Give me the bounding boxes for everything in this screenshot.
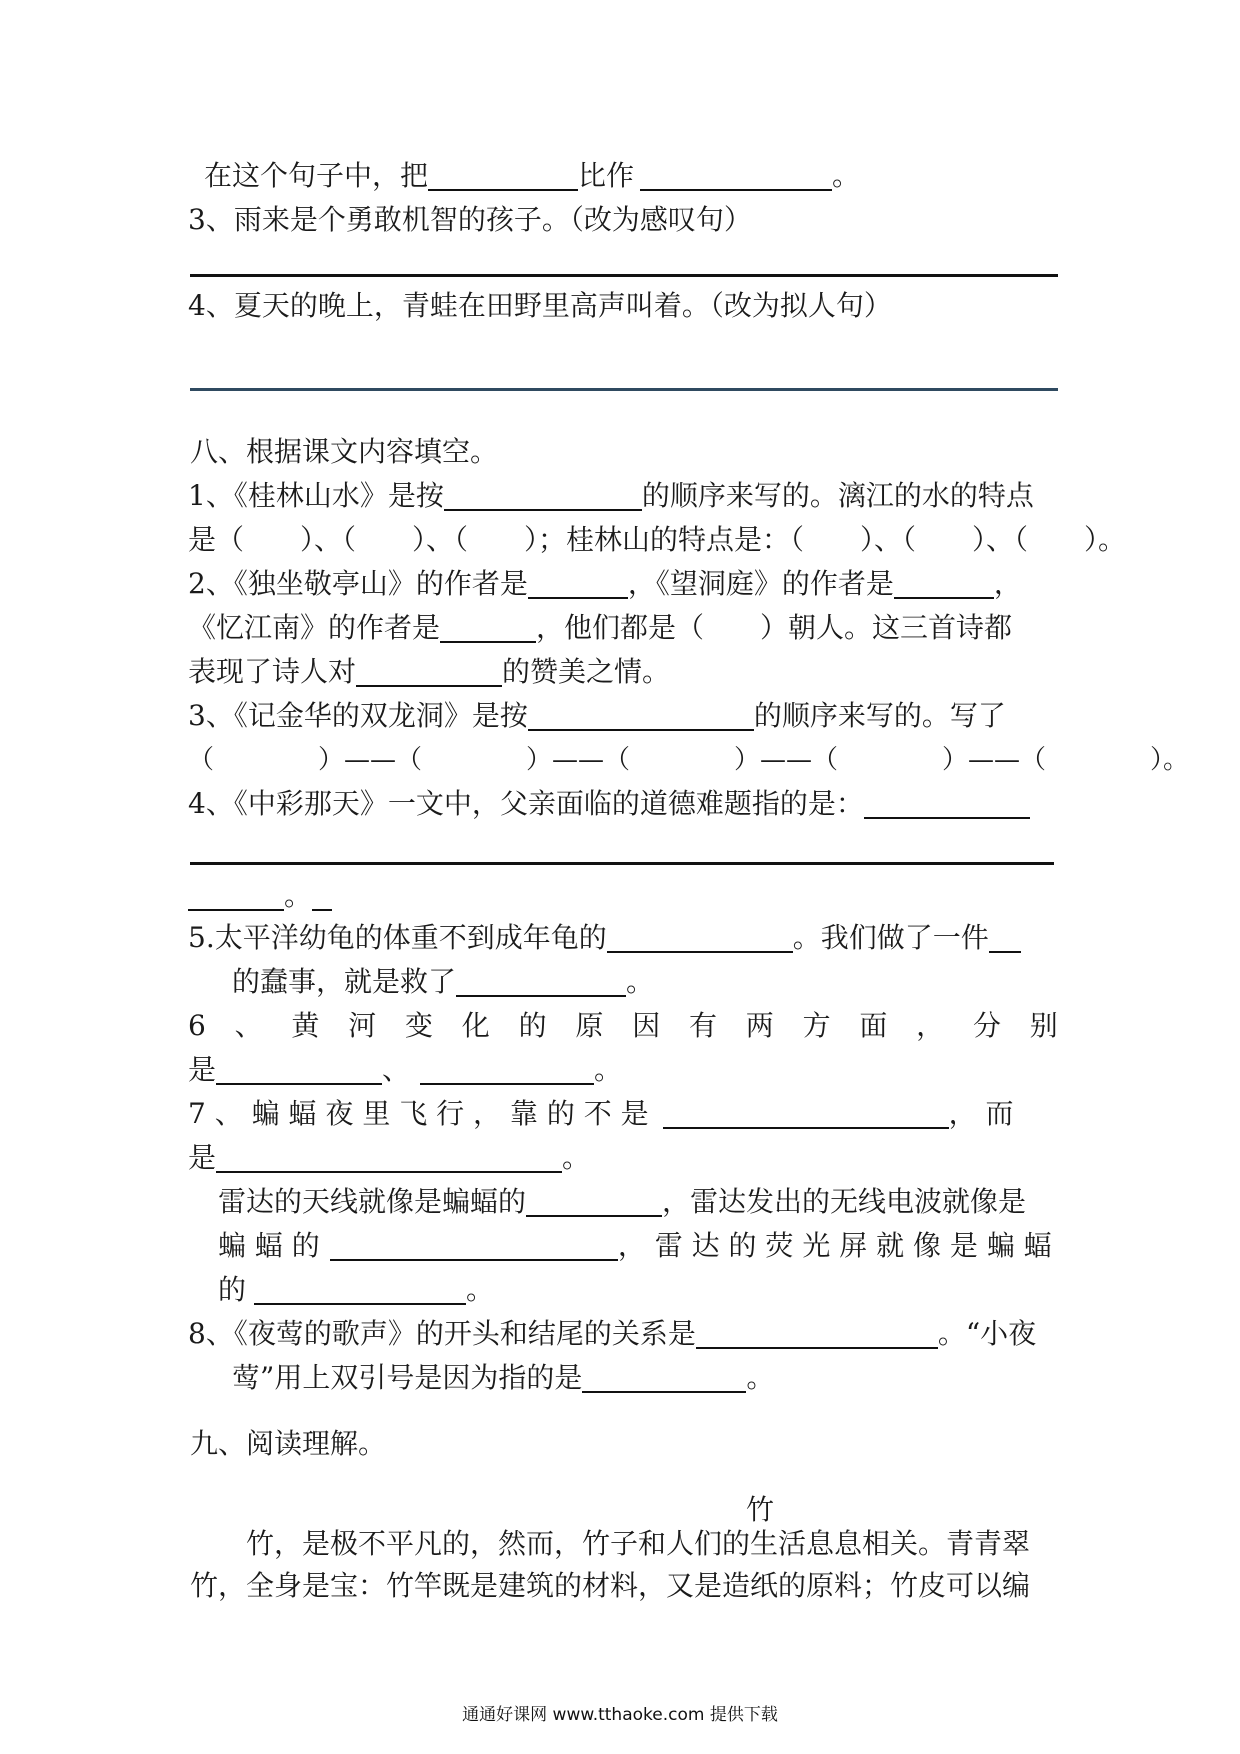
s8-q3-line2: （ ）——（ ）——（ ）——（ ）——（ ）。 [188, 745, 1190, 775]
s8-q4-line1 [188, 784, 1030, 824]
text: 雷达的天线就像是蝙蝠的 [218, 1185, 527, 1218]
answer-blank[interactable] [607, 921, 793, 953]
answer-blank[interactable] [526, 1185, 662, 1217]
text: 莺”用上双引号是因为指的是 [232, 1361, 583, 1394]
text: 。 [832, 159, 861, 192]
answer-blank[interactable] [640, 159, 832, 191]
q6-char: 黄 [291, 1009, 320, 1042]
answer-blank[interactable] [696, 1317, 938, 1349]
answer-blank[interactable] [444, 479, 642, 511]
text: 1、《桂林山水》是按 [188, 479, 444, 512]
text: 比作 [578, 159, 635, 192]
metaphor-line [204, 156, 860, 196]
text: 4、《中彩那天》一文中，父亲面临的道德难题指的是： [188, 787, 864, 820]
answer-blank[interactable] [528, 567, 628, 599]
text: 。 [746, 1361, 775, 1394]
answer-blank[interactable] [356, 655, 502, 687]
text: ，雷达发出的无线电波就像是 [662, 1185, 1027, 1218]
answer-line[interactable] [190, 862, 1054, 865]
s8-q4-line3 [188, 876, 332, 916]
text: 的 [218, 1273, 247, 1306]
q6-char: 面 [859, 1009, 888, 1042]
text: ， 而 [948, 1097, 1014, 1130]
q6-char: 6 [188, 1009, 206, 1042]
text: 。“小夜 [937, 1317, 1037, 1350]
answer-blank[interactable] [428, 159, 578, 191]
text: ，他们都是（ ）朝人。这三首诗都 [536, 611, 1013, 644]
text: 2、《独坐敬亭山》的作者是 [188, 567, 528, 600]
text: 的顺序来写的。写了 [753, 699, 1006, 732]
q6-char: 化 [461, 1009, 490, 1042]
q6-char: 的 [518, 1009, 547, 1042]
q6-char: 原 [575, 1009, 604, 1042]
text: 的赞美之情。 [502, 655, 671, 688]
section-heading: 八、根据课文内容填空。 [190, 435, 499, 468]
answer-blank[interactable] [456, 965, 626, 997]
q6-char: 两 [745, 1009, 774, 1042]
passage-title: 竹 [746, 1493, 775, 1526]
answer-blank[interactable] [864, 787, 1030, 819]
s8-q3-line1 [188, 696, 1006, 736]
passage-line: 竹，是极不平凡的，然而，竹子和人们的生活息息相关。青青翠 [246, 1527, 1031, 1560]
text: 。 [562, 1141, 591, 1174]
q6-char: 因 [632, 1009, 661, 1042]
s8-q2-line3 [188, 652, 670, 692]
answer-blank[interactable] [989, 921, 1021, 953]
passage-line: 竹，全身是宝：竹竿既是建筑的材料，又是造纸的原料；竹皮可以编 [190, 1569, 1031, 1602]
text: 。 [626, 965, 655, 998]
text: 7 、 蝙 蝠 夜 里 飞 行 ， 靠 的 不 是 [188, 1097, 649, 1130]
text: 表现了诗人对 [188, 655, 357, 688]
answer-blank[interactable] [582, 1361, 746, 1393]
answer-line[interactable] [190, 274, 1058, 277]
s8-q2-line2 [188, 608, 1012, 648]
text: ， [993, 567, 1022, 600]
text: ， 雷 达 的 荧 光 屏 就 像 是 蝙 蝠 [617, 1229, 1052, 1262]
text: 《忆江南》的作者是 [188, 611, 441, 644]
s8-q7-line3 [218, 1182, 1026, 1222]
s8-q8-line1 [188, 1314, 1036, 1354]
answer-blank[interactable] [188, 879, 284, 911]
text: 。我们做了一件 [792, 921, 989, 954]
text: 。 [284, 879, 313, 912]
q6-char: 变 [405, 1009, 434, 1042]
text: 是 [188, 1141, 217, 1174]
text: 。 [466, 1273, 495, 1306]
question-q4: 4、夏天的晚上，青蛙在田野里高声叫着。（改为拟人句） [188, 289, 892, 322]
q6-char: ， [916, 1009, 945, 1042]
answer-blank[interactable] [312, 879, 332, 911]
q6-char: 、 [234, 1009, 263, 1042]
text: 3、《记金华的双龙洞》是按 [188, 699, 528, 732]
s8-q7-line1 [188, 1094, 1014, 1134]
s8-q2-line1 [188, 564, 1022, 604]
q6-char: 河 [348, 1009, 377, 1042]
answer-blank[interactable] [440, 611, 536, 643]
s8-q7-line4 [218, 1226, 1052, 1266]
text: 的顺序来写的。漓江的水的特点 [641, 479, 1034, 512]
text: 。 [594, 1053, 623, 1086]
text: 、 [382, 1053, 411, 1086]
s8-q5-line2 [232, 962, 654, 1002]
section-heading: 九、阅读理解。 [190, 1427, 387, 1460]
s8-q5-line1 [188, 918, 1021, 958]
answer-blank[interactable] [528, 699, 754, 731]
answer-blank[interactable] [894, 567, 994, 599]
answer-blank[interactable] [420, 1053, 594, 1085]
text: 5.太平洋幼龟的体重不到成年龟的 [188, 921, 607, 954]
answer-blank[interactable] [254, 1273, 466, 1305]
text: 在这个句子中，把 [204, 159, 429, 192]
answer-blank[interactable] [216, 1141, 562, 1173]
answer-line[interactable] [190, 388, 1058, 391]
s8-q6-line2 [188, 1050, 622, 1090]
question-q3: 3、雨来是个勇敢机智的孩子。（改为感叹句） [188, 203, 752, 236]
answer-blank[interactable] [216, 1053, 382, 1085]
footer-credit: 通通好课网 www.tthaoke.com 提供下载 [462, 1705, 778, 1725]
text: 蝙 蝠 的 [218, 1229, 320, 1262]
s8-q7-line5 [218, 1270, 494, 1310]
s8-q6-line1 [188, 1006, 1058, 1046]
text: 是 [188, 1053, 217, 1086]
s8-q1-line2: 是（ ）、（ ）、（ ）；桂林山的特点是：（ ）、（ ）、（ ）。 [188, 523, 1127, 556]
q6-char: 方 [802, 1009, 831, 1042]
text: ，《望洞庭》的作者是 [627, 567, 894, 600]
q6-char: 有 [688, 1009, 717, 1042]
q6-char: 分 [972, 1009, 1001, 1042]
text: 8、《夜莺的歌声》的开头和结尾的关系是 [188, 1317, 696, 1350]
text: 的蠢事，就是救了 [232, 965, 457, 998]
q6-char: 别 [1029, 1009, 1058, 1042]
s8-q8-line2 [232, 1358, 774, 1398]
s8-q1-line1 [188, 476, 1034, 516]
answer-blank[interactable] [330, 1229, 618, 1261]
s8-q7-line2 [188, 1138, 590, 1178]
answer-blank[interactable] [663, 1097, 949, 1129]
